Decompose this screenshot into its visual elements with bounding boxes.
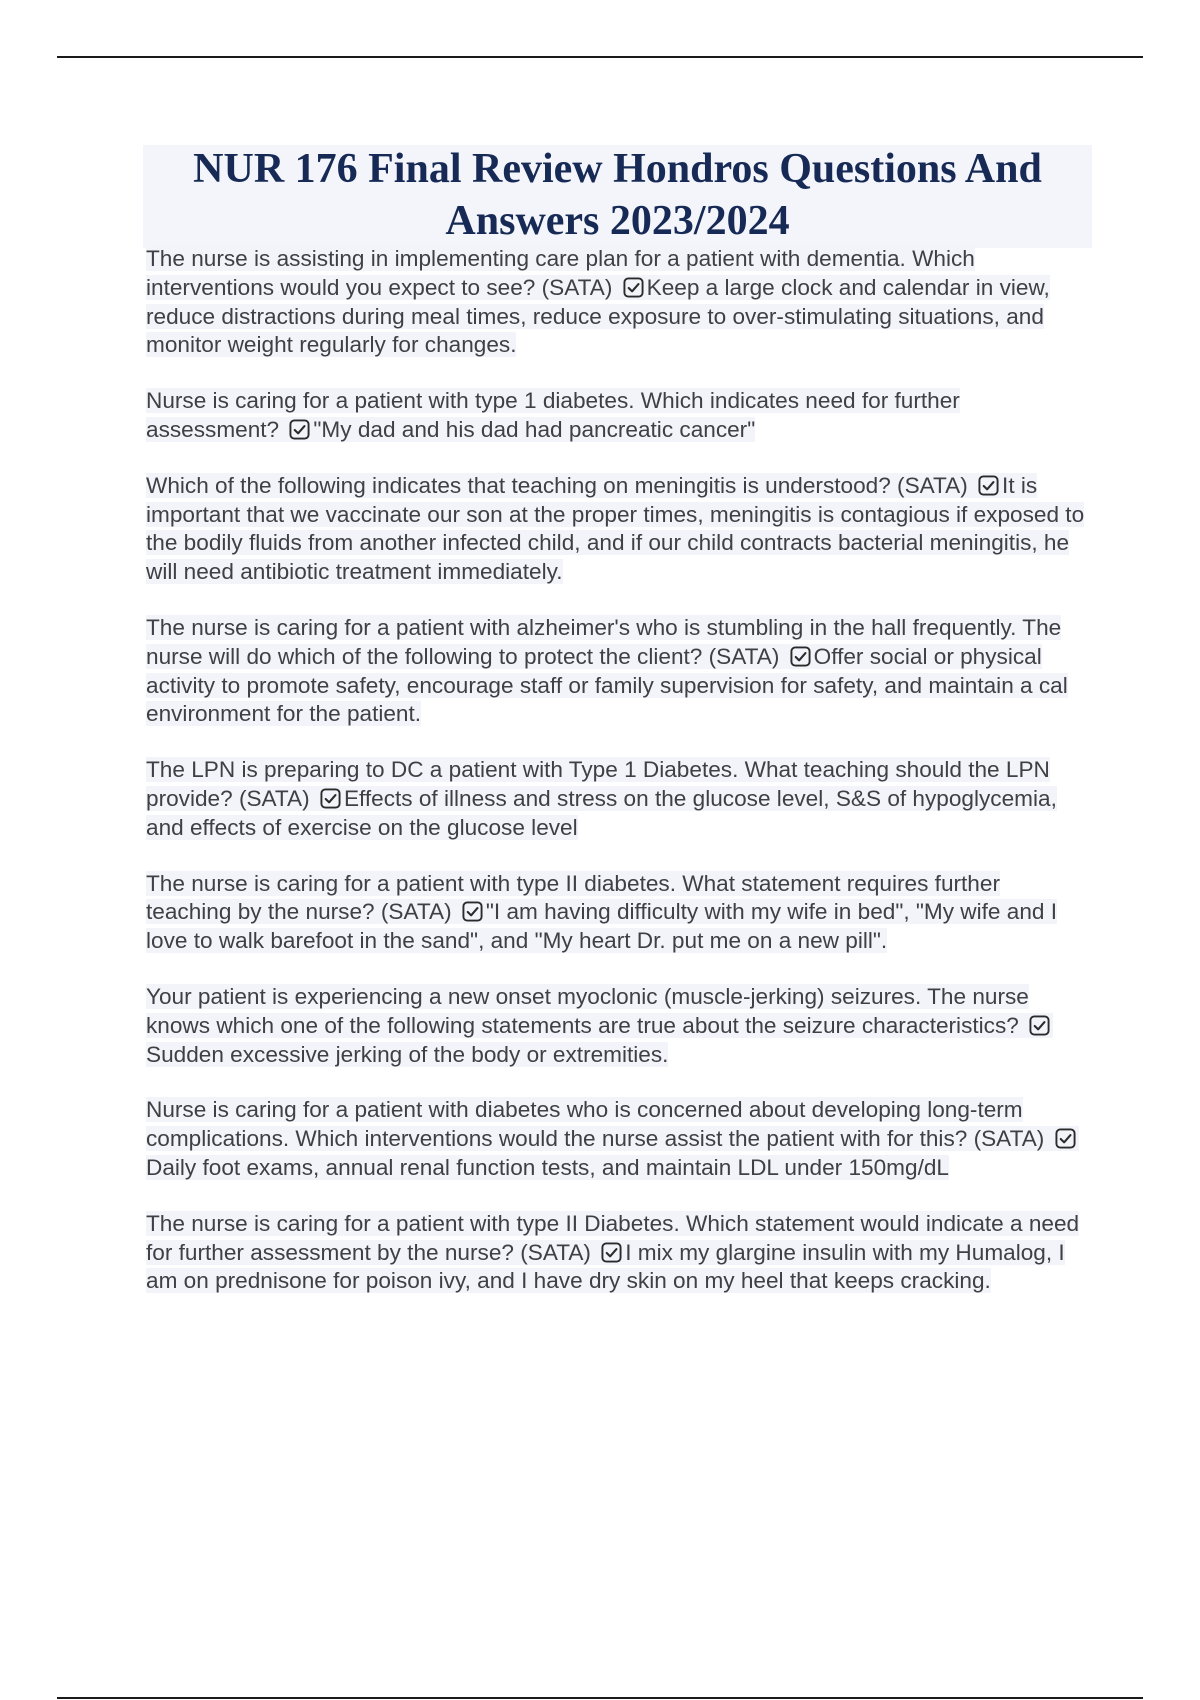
checkbox-checked-icon xyxy=(462,901,483,922)
footer-rule xyxy=(57,1697,1143,1699)
qa-item xyxy=(146,756,1091,842)
answer-text: It is important that we vaccinate our son at the proper times, meningitis is contagious if exposed to the bodily fluids from another infected child, and if our child contracts bacterial meningitis, he will need antibiotic treatment immediately. xyxy=(146,472,1085,585)
answer-text: I mix my glargine insulin with my Humalog, I am on prednisone for poison ivy, and I have dry skin on my heel that keeps cracking. xyxy=(146,1239,1065,1294)
answer-text: Daily foot exams, annual renal function tests, and maintain LDL under 150mg/dL xyxy=(146,1154,949,1180)
qa-item xyxy=(146,387,1091,445)
qa-item xyxy=(146,472,1091,587)
question-text: The nurse is assisting in implementing care plan for a patient with dementia. Which interventions would you expect to see? (SATA) xyxy=(146,246,975,300)
question-text: Nurse is caring for a patient with type 1 diabetes. Which indicates need for further assessment? xyxy=(146,388,960,442)
checkbox-checked-icon xyxy=(601,1242,622,1263)
checkbox-checked-icon xyxy=(289,419,310,440)
document-title: NUR 176 Final Review Hondros Questions And Answers 2023/2024 xyxy=(193,146,1042,244)
question-text: Nurse is caring for a patient with diabetes who is concerned about developing long-term complications. Which interventions would the nurse assist the patient with for this? (SATA) xyxy=(146,1097,1045,1152)
header-rule xyxy=(57,56,1143,58)
question-text: Your patient is experiencing a new onset myoclonic (muscle-jerking) seizures. The nurse knows which one of the following statements are true about the seizure characteristics? xyxy=(146,983,1029,1038)
question-text: The LPN is preparing to DC a patient with Type 1 Diabetes. What teaching should the LPN provide? (SATA) xyxy=(146,757,1050,811)
qa-item xyxy=(146,870,1091,956)
checkbox-checked-icon xyxy=(623,277,644,298)
qa-item xyxy=(146,1210,1091,1296)
qa-item xyxy=(146,245,1091,360)
answer-text: "I am having difficulty with my wife in bed", "My wife and I love to walk barefoot in the sand", and "My heart Dr. put me on a new pill". xyxy=(146,899,1058,954)
checkbox-checked-icon xyxy=(1055,1128,1076,1149)
answer-text: Offer social or physical activity to promote safety, encourage staff or family supervision for safety, and maintain a cal environment for the patient. xyxy=(146,643,1068,727)
qa-list xyxy=(146,245,1091,1323)
question-text: The nurse is caring for a patient with alzheimer's who is stumbling in the hall frequently. The nurse will do which of the following to protect the client? (SATA) xyxy=(146,614,1062,669)
checkbox-checked-icon xyxy=(790,646,811,667)
question-text: The nurse is caring for a patient with type II diabetes. What statement requires further teaching by the nurse? (SATA) xyxy=(146,870,1000,925)
qa-item xyxy=(146,614,1091,729)
answer-text: Sudden excessive jerking of the body or extremities. xyxy=(146,1041,669,1067)
qa-item xyxy=(146,1096,1091,1182)
question-text: Which of the following indicates that teaching on meningitis is understood? (SATA) xyxy=(146,472,968,498)
answer-text: Effects of illness and stress on the glucose level, S&S of hypoglycemia, and effects of exercise on the glucose level xyxy=(146,785,1057,840)
qa-item xyxy=(146,983,1091,1069)
question-text: The nurse is caring for a patient with type II Diabetes. Which statement would indicate a need for further assessment by the nurse? (SATA) xyxy=(146,1210,1080,1265)
checkbox-checked-icon xyxy=(978,475,999,496)
answer-text: "My dad and his dad had pancreatic cancer" xyxy=(313,416,756,442)
checkbox-checked-icon xyxy=(320,788,341,809)
checkbox-checked-icon xyxy=(1029,1015,1050,1036)
answer-text: Keep a large clock and calendar in view, reduce distractions during meal times, reduce exposure to over-stimulating situations, and monitor weight regularly for changes. xyxy=(146,274,1050,358)
